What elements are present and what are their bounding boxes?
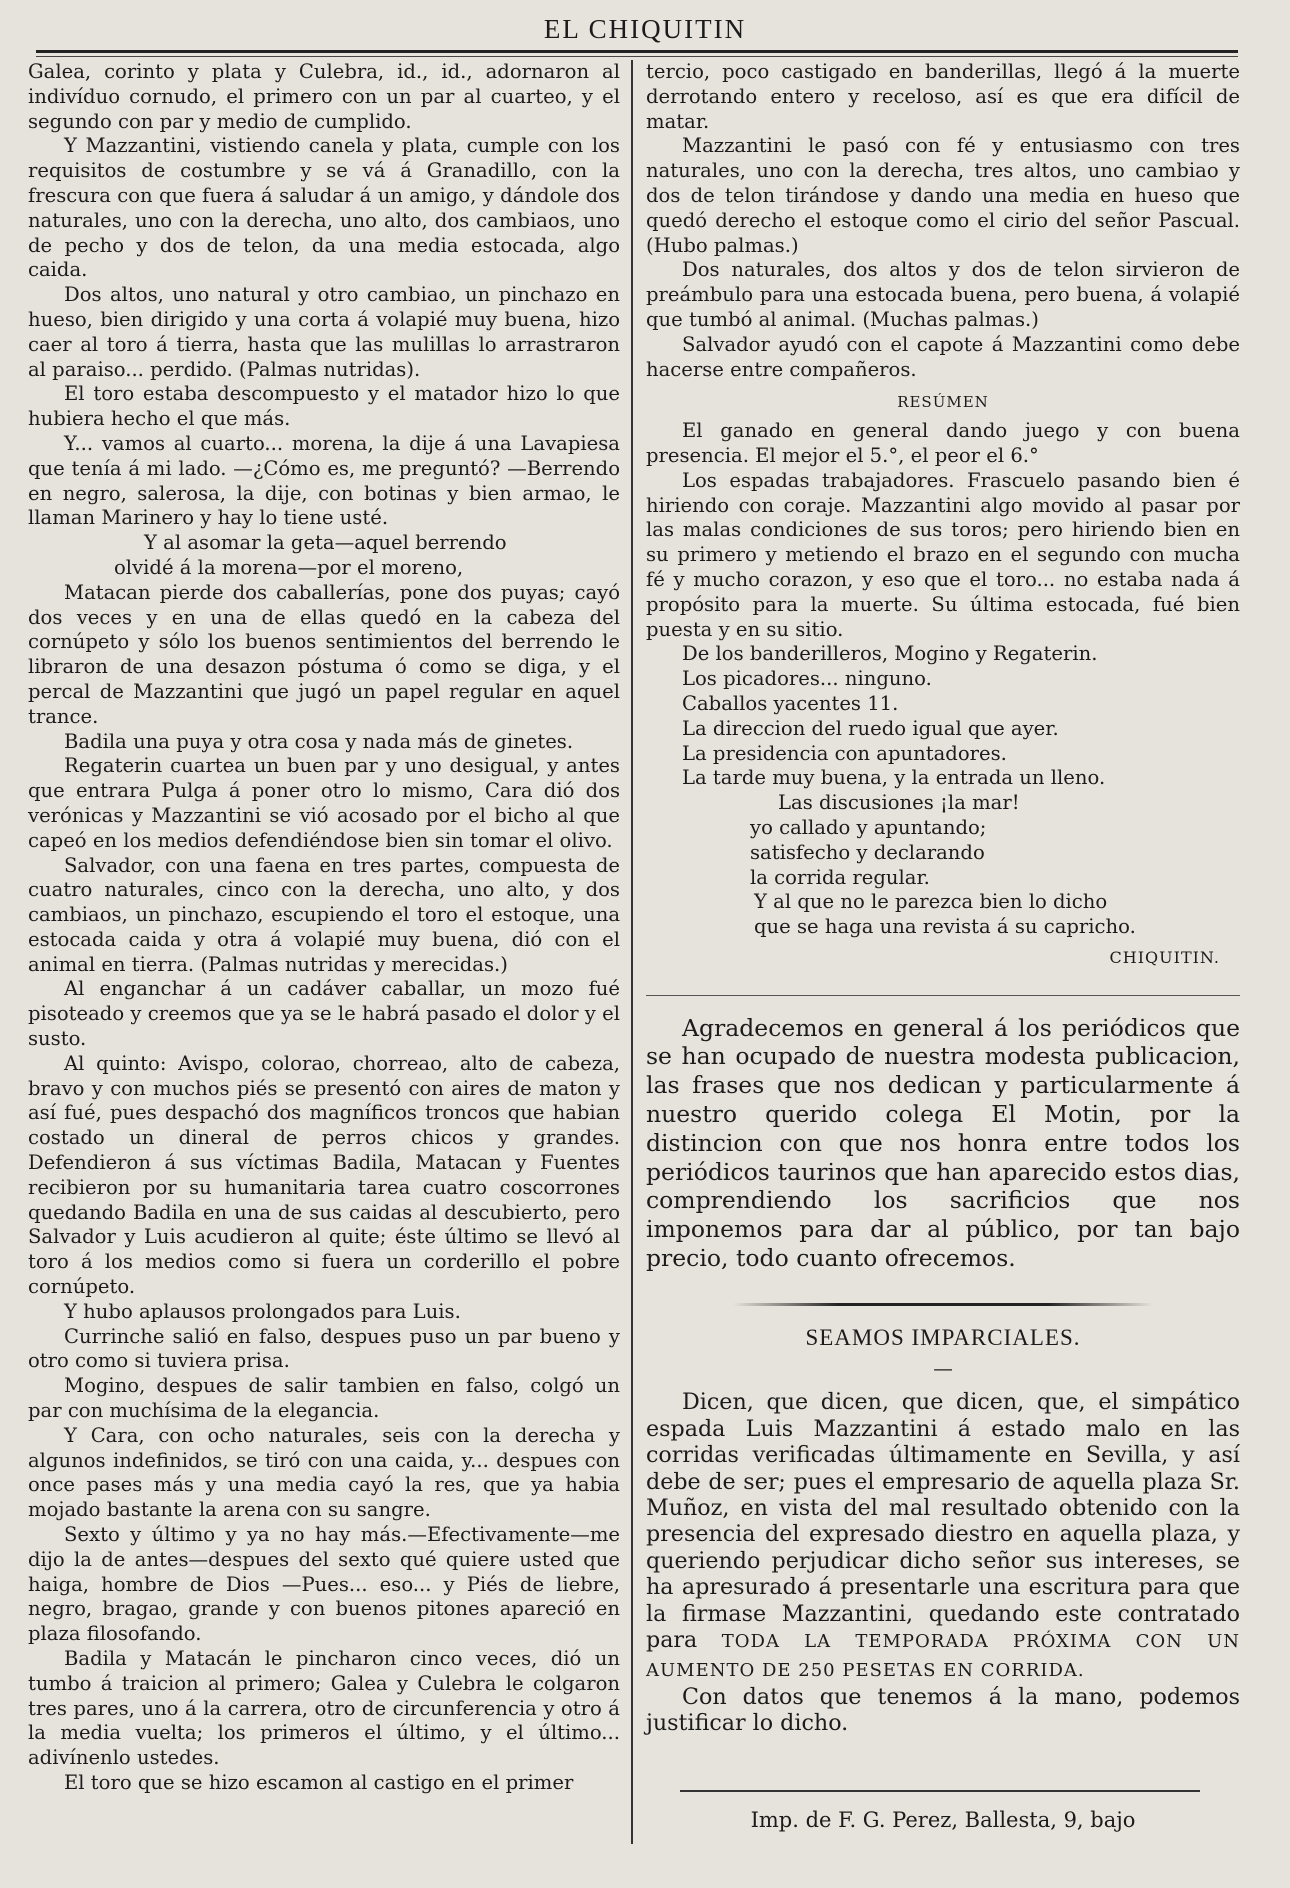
masthead-rule-thin — [36, 56, 1238, 57]
verse-line: satisfecho y declarando — [750, 840, 985, 864]
masthead-title: EL CHIQUITIN — [543, 14, 747, 44]
resumen-item: El ganado en general dando juego y con buena presencia. El mejor el 5.°, el peor el 6.° — [646, 419, 1240, 467]
paragraph: Salvador, con una faena en tres partes, compuesta de cuatro naturales, cinco con la derecha, uno alto, y dos cambiaos, un pinchazo, escupiendo el toro el estoque, una estocada caida y otra á volapié muy buena, dió con el animal en tierra. (Palmas nutridas y merecidas.) — [28, 853, 620, 976]
resumen-item: De los banderilleros, Mogino y Regaterin. — [682, 642, 1098, 666]
paragraph: Currinche salió en falso, despues puso un par bueno y otro como si tuviera prisa. — [28, 1324, 620, 1373]
verse-line: que se haga una revista á su capricho. — [754, 915, 1136, 939]
article-caps-text: TODA LA TEMPORADA PRÓXIMA CON UN AUMENTO DE 250 PESETAS EN CORRIDA. — [646, 1631, 1240, 1681]
paragraph: Galea, corinto y plata y Culebra, id., id., adornaron al indivíduo cornudo, el primero con un par al cuarteo, y el segundo con par y medio de cumplido. — [28, 60, 620, 133]
heading-dash: — — [933, 1356, 953, 1380]
masthead-rule — [36, 50, 1238, 53]
article-heading: SEAMOS IMPARCIALES. — [805, 1324, 1081, 1350]
resumen-item: La tarde muy buena, y la entrada un lleno. — [682, 766, 1106, 790]
verse-line: Y al que no le parezca bien lo dicho — [754, 890, 1108, 914]
resumen-item: Los espadas trabajadores. Frascuelo pasando bien é hiriendo con coraje. Mazzantini algo movido al pasar por las malas condiciones de sus toros; pero hiriendo bien en su primero y metiendo el brazo en el segundo con mucha fé y mucho corazon, y eso que el toro... no estaba nada á propósito para la muerte. Su última estocada, fué bien puesta y en su sitio. — [646, 468, 1240, 641]
imprint-rule — [680, 1790, 1200, 1792]
paragraph: Y hubo aplausos prolongados para Luis. — [64, 1299, 461, 1323]
paragraph: Salvador ayudó con el capote á Mazzantini como debe hacerse entre compañeros. — [646, 332, 1240, 381]
paragraph: Mazzantini le pasó con fé y entusiasmo con tres naturales, uno con la derecha, tres altos, uno cambiao y dos de telon tirándose y dando una media en hueso que quedó derecho el estoque como el cirio del señor Pascual. (Hubo palmas.) — [646, 134, 1240, 257]
verse-line: yo callado y apuntando; — [750, 815, 987, 839]
right-column — [646, 60, 1240, 1737]
verse-line: la corrida regular. — [750, 865, 930, 889]
paragraph: Y... vamos al cuarto... morena, la dije á una Lavapiesa que tenía á mi lado. —¿Cómo es, me preguntó? —Berrendo en negro, salerosa, la dije, con botinas y bien armao, le llaman Marinero y hay lo tiene usté. — [28, 431, 620, 530]
paragraph: Badila una puya y otra cosa y nada más de ginetes. — [64, 729, 574, 753]
resumen-item: Caballos yacentes 11. — [682, 691, 899, 715]
verse-line: Las discusiones ¡la mar! — [778, 791, 1020, 815]
left-column — [28, 60, 620, 1796]
verse-line: olvidé á la morena—por el moreno, — [114, 555, 464, 579]
paragraph: Al quinto: Avispo, colorao, chorreao, alto de cabeza, bravo y con muchos piés se presentó con aires de maton y así fué, pues despachó dos magníficos troncos que habian costado un dineral de perros chicos y grandes. Defendieron á sus víctimas Badila, Matacan y Fuentes recibieron por su humanitaria tarea cuatro coscorrones quedando Badila en una de sus caidas al descubierto, pero Salvador y Luis acudieron al quite; éste último se llevó al toro á los medios como si fuera un corderillo el pobre cornúpeto. — [28, 1051, 620, 1299]
notice-paragraph: Agradecemos en general á los periódicos que se han ocupado de nuestra modesta publicacion, las frases que nos dedican y particularmente á nuestro querido colega El Motin, por la distincion con que nos honra entre todos los periódicos taurinos que han aparecido estos dias, comprendiendo los sacrificios que nos imponemos para dar al público, por tan bajo precio, todo cuanto ofrecemos. — [646, 1013, 1240, 1273]
paragraph: Mogino, despues de salir tambien en falso, colgó un par con muchísima de la elegancia. — [28, 1374, 620, 1423]
column-divider — [631, 60, 633, 1844]
article-paragraph — [646, 1389, 1240, 1683]
paragraph: El toro que se hizo escamon al castigo en el primer — [64, 1770, 574, 1794]
resumen-item: Los picadores... ninguno. — [682, 667, 932, 691]
article-paragraph: Con datos que tenemos á la mano, podemos justificar lo dicho. — [646, 1683, 1240, 1737]
signature: CHIQUITIN. — [1109, 947, 1220, 967]
verse-line: Y al asomar la geta—aquel berrendo — [144, 531, 507, 555]
paragraph: El toro estaba descompuesto y el matador hizo lo que hubiera hecho el que más. — [28, 382, 620, 431]
imprint: Imp. de F. G. Perez, Ballesta, 9, bajo — [750, 1808, 1136, 1832]
resumen-item: La presidencia con apuntadores. — [682, 741, 1007, 765]
section-separator — [646, 995, 1240, 996]
paragraph: Matacan pierde dos caballerías, pone dos puyas; cayó dos veces y en una de ellas quedó en la cabeza del cornúpeto y sólo los buenos sentimientos del berrendo le libraron de una desazon póstuma ó como se diga, y el percal de Mazzantini que jugó un papel regular en aquel trance. — [28, 580, 620, 728]
article-text: Dicen, que dicen, que dicen, que, el simpático espada Luis Mazzantini á estado malo en las corridas verificadas últimamente en Sevilla, y así debe de ser; pues el empresario de aquella plaza Sr. Muñoz, en vista del mal resultado obtenido con la presencia del expresado diestro en aquella plaza, y queriendo perjudicar dicho señor sus intereses, se ha apresurado á presentarle una escritura para que la firmase Mazzantini, quedando este contratado para — [646, 1389, 1240, 1654]
resumen-item: La direccion del ruedo igual que ayer. — [682, 716, 1059, 740]
paragraph: Dos naturales, dos altos y dos de telon sirvieron de preámbulo para una estocada buena, pero buena, á volapié que tumbó al animal. (Muchas palmas.) — [646, 258, 1240, 331]
resumen-heading: RESÚMEN — [897, 393, 989, 412]
paragraph: Y Cara, con ocho naturales, seis con la derecha y algunos indefinidos, se tiró con una caida, y... despues con once pases más y una media cayó la res, que ya habia mojado bastante la arena con su sangre. — [28, 1423, 620, 1522]
paragraph: Y Mazzantini, vistiendo canela y plata, cumple con los requisitos de costumbre y se vá á Granadillo, con la frescura con que fuera á saludar á un amigo, y dándole dos naturales, uno con la derecha, uno alto, dos cambiaos, uno de pecho y dos de telon, da una media estocada, algo caida. — [28, 134, 620, 282]
paragraph: Al enganchar á un cadáver caballar, un mozo fué pisoteado y creemos que ya se le habrá pasado el dolor y el susto. — [28, 977, 620, 1051]
paragraph: Badila y Matacán le pincharon cinco veces, dió un tumbo á traicion al primero; Galea y Culebra le colgaron tres pares, uno á la carrera, otro de circunferencia y otro á la media vuelta; los primeros el último, y el último... adivínenlo ustedes. — [28, 1647, 620, 1770]
decorative-rule — [733, 1303, 1153, 1306]
paragraph: Sexto y último y ya no hay más.—Efectivamente—me dijo la de antes—despues del sexto qué quiere usted que haiga, hombre de Dios —Pues... eso... y Piés de liebre, negro, bragao, grande y con buenos pitones apareció en plaza filosofando. — [28, 1523, 620, 1646]
paragraph: tercio, poco castigado en banderillas, llegó á la muerte derrotando entero y receloso, así es que era difícil de matar. — [646, 60, 1240, 133]
paragraph: Regaterin cuartea un buen par y uno desigual, y antes que entrara Pulga á poner otro lo mismo, Cara dió dos verónicas y Mazzantini se vió acosado por el bicho al que capeó en los medios defendiéndose bien sin tomar el olivo. — [28, 754, 620, 852]
paragraph: Dos altos, uno natural y otro cambiao, un pinchazo en hueso, bien dirigido y una corta á volapié muy buena, hizo caer al toro á tierra, hasta que las mulillas lo arrastraron al paraiso... perdido. (Palmas nutridas). — [28, 283, 620, 381]
